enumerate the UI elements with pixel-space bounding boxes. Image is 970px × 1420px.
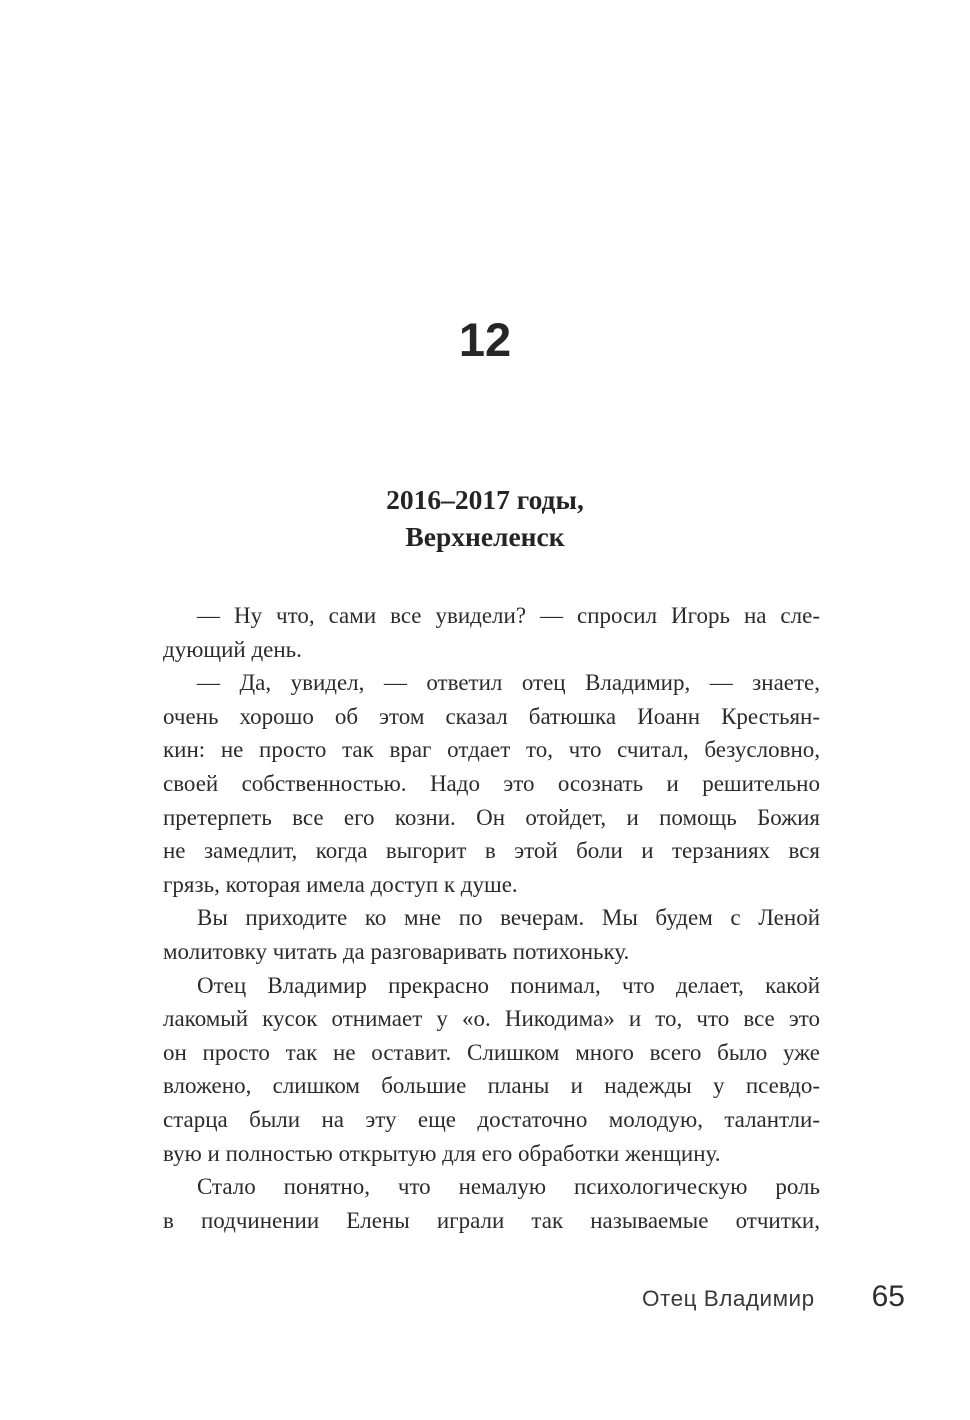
- text-line: он просто так не оставит. Слишком много всего было уже: [163, 1039, 820, 1065]
- page-footer: [0, 1280, 905, 1314]
- paragraph: [163, 666, 820, 901]
- text-line: очень хорошо об этом сказал батюшка Иоанн Крестьян-: [163, 703, 820, 729]
- text-line: вложено, слишком большие планы и надежды у псевдо-: [163, 1073, 820, 1099]
- text-line: вую и полностью открытую для его обработки женщину.: [163, 1140, 721, 1166]
- text-line: Вы приходите ко мне по вечерам. Мы будем с Леной: [197, 905, 820, 931]
- text-line: кин: не просто так враг отдает то, что считал, безусловно,: [163, 737, 820, 763]
- paragraph: [163, 599, 820, 666]
- text-line: своей собственностью. Надо это осознать и решительно: [163, 770, 820, 796]
- dateline-line: Верхнеленск: [405, 521, 565, 552]
- text-line: в подчинении Елены играли так называемые отчитки,: [163, 1207, 820, 1233]
- body-text: [163, 599, 820, 1237]
- paragraph: [163, 969, 820, 1171]
- dateline: [0, 481, 970, 555]
- chapter-number: 12: [458, 313, 512, 366]
- text-line: лакомый кусок отнимает у «о. Никодима» и то, что все это: [163, 1006, 820, 1032]
- paragraph: [163, 901, 820, 968]
- text-line: молитовку читать да разговаривать потихоньку.: [163, 938, 630, 964]
- text-line: — Ну что, сами все увидели? — спросил Игорь на сле-: [197, 603, 820, 628]
- text-line: грязь, которая имела доступ к душе.: [163, 871, 518, 897]
- text-line: не замедлит, когда выгорит в этой боли и терзаниях вся: [163, 838, 820, 864]
- text-line: Отец Владимир прекрасно понимал, что делает, какой: [197, 972, 820, 998]
- text-line: Стало понятно, что немалую психологическую роль: [197, 1174, 820, 1200]
- running-title: Отец Владимир: [642, 1286, 815, 1311]
- dateline-line: 2016–2017 годы,: [386, 484, 584, 515]
- paragraph: [163, 1170, 820, 1237]
- text-line: — Да, увидел, — ответил отец Владимир, — знаете,: [197, 670, 820, 696]
- text-line: старца были на эту еще достаточно молодую, талантли-: [163, 1106, 820, 1132]
- page-number: 65: [871, 1280, 905, 1313]
- text-line: претерпеть все его козни. Он отойдет, и помощь Божия: [163, 804, 820, 830]
- text-line: дующий день.: [163, 636, 302, 662]
